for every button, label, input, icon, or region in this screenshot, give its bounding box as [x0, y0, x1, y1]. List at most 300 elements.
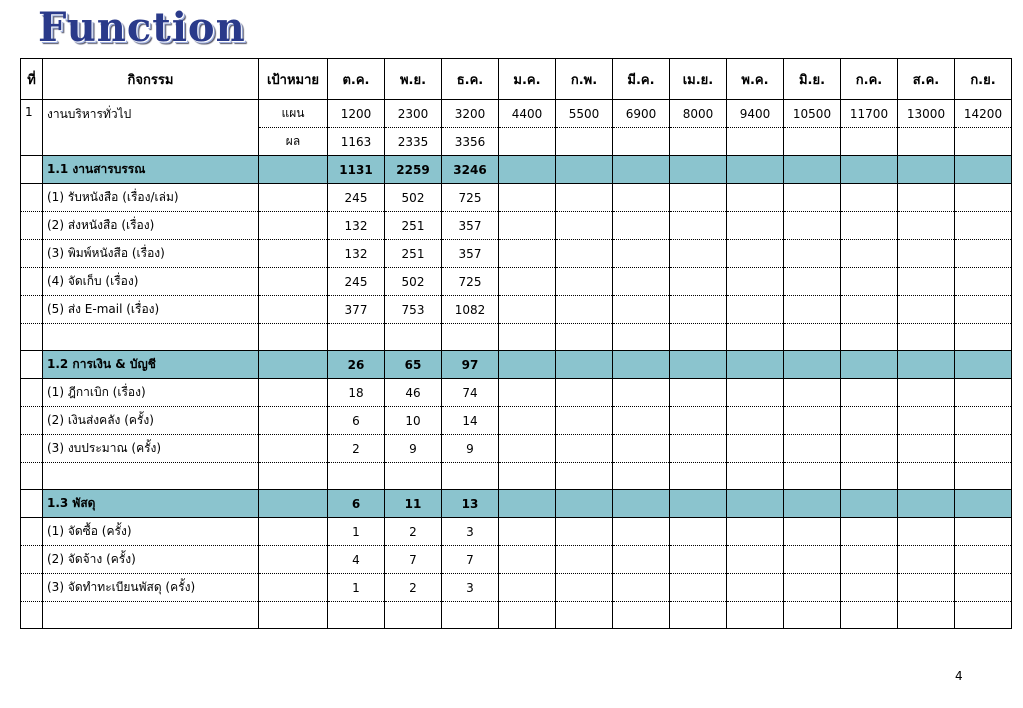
- row-number: [21, 296, 43, 324]
- item-value: [499, 296, 556, 324]
- item-value: [499, 435, 556, 463]
- page-title: Function: [38, 4, 246, 51]
- item-value: [670, 184, 727, 212]
- item-value: [613, 240, 670, 268]
- section-value: 65: [385, 351, 442, 379]
- item-value: [556, 268, 613, 296]
- header-cell: ก.ย.: [955, 59, 1012, 100]
- section-value: 13: [442, 490, 499, 518]
- item-value: [499, 184, 556, 212]
- item-value: [898, 518, 955, 546]
- header-cell: พ.ค.: [727, 59, 784, 100]
- item-value: [898, 268, 955, 296]
- item-value: [955, 212, 1012, 240]
- item-value: [670, 435, 727, 463]
- section-value: 11: [385, 490, 442, 518]
- target-cell: [259, 268, 328, 296]
- item-value: 357: [442, 240, 499, 268]
- header-cell: ม.ค.: [499, 59, 556, 100]
- empty-cell: [385, 463, 442, 490]
- section-value: [841, 490, 898, 518]
- item-value: [955, 240, 1012, 268]
- plan-label: แผน: [259, 100, 328, 128]
- plan-value: 10500: [784, 100, 841, 128]
- item-value: [784, 407, 841, 435]
- section-row: [21, 156, 1012, 184]
- item-value: [784, 268, 841, 296]
- item-value: [727, 212, 784, 240]
- item-value: [727, 379, 784, 407]
- item-value: 7: [442, 546, 499, 574]
- item-value: [784, 379, 841, 407]
- table-row: [21, 518, 1012, 546]
- section-value: [841, 156, 898, 184]
- target-cell: [259, 240, 328, 268]
- empty-cell: [43, 463, 259, 490]
- result-value: [613, 128, 670, 156]
- empty-cell: [955, 463, 1012, 490]
- section-value: [499, 490, 556, 518]
- empty-cell: [499, 602, 556, 629]
- item-value: 725: [442, 268, 499, 296]
- item-value: [670, 268, 727, 296]
- table-row: [21, 212, 1012, 240]
- item-value: [727, 184, 784, 212]
- item-value: [556, 518, 613, 546]
- table-row: [21, 379, 1012, 407]
- table-row: [21, 184, 1012, 212]
- empty-cell: [259, 324, 328, 351]
- target-cell: [259, 184, 328, 212]
- item-value: [727, 268, 784, 296]
- item-value: 10: [385, 407, 442, 435]
- item-value: [670, 574, 727, 602]
- empty-cell: [727, 463, 784, 490]
- item-value: [727, 518, 784, 546]
- item-value: [556, 574, 613, 602]
- item-value: [898, 407, 955, 435]
- item-name: (3) งบประมาณ (ครั้ง): [43, 435, 259, 463]
- section-value: [955, 351, 1012, 379]
- item-value: [613, 546, 670, 574]
- item-value: 132: [328, 212, 385, 240]
- section-value: [499, 351, 556, 379]
- item-value: [841, 546, 898, 574]
- item-value: [556, 296, 613, 324]
- empty-cell: [613, 602, 670, 629]
- result-value: 3356: [442, 128, 499, 156]
- item-name: (2) จัดจ้าง (ครั้ง): [43, 546, 259, 574]
- section-value: 1131: [328, 156, 385, 184]
- empty-cell: [784, 602, 841, 629]
- item-name: (3) พิมพ์หนังสือ (เรื่อง): [43, 240, 259, 268]
- section-value: [556, 351, 613, 379]
- blank-row: [21, 463, 1012, 490]
- item-value: [784, 184, 841, 212]
- item-value: [727, 546, 784, 574]
- plan-value: 11700: [841, 100, 898, 128]
- item-value: [955, 407, 1012, 435]
- result-value: [727, 128, 784, 156]
- activity-name: งานบริหารทั่วไป: [43, 100, 259, 156]
- section-value: [670, 156, 727, 184]
- item-value: 46: [385, 379, 442, 407]
- item-value: [841, 574, 898, 602]
- empty-cell: [43, 602, 259, 629]
- section-row: [21, 490, 1012, 518]
- empty-cell: [670, 602, 727, 629]
- item-value: [955, 518, 1012, 546]
- empty-cell: [670, 463, 727, 490]
- empty-cell: [385, 602, 442, 629]
- item-value: 9: [442, 435, 499, 463]
- result-value: [499, 128, 556, 156]
- item-value: 502: [385, 184, 442, 212]
- item-value: 245: [328, 268, 385, 296]
- empty-cell: [556, 463, 613, 490]
- header-cell: กิจกรรม: [43, 59, 259, 100]
- item-value: 2: [385, 518, 442, 546]
- item-value: [556, 379, 613, 407]
- item-value: 3: [442, 518, 499, 546]
- empty-cell: [259, 463, 328, 490]
- item-value: [841, 379, 898, 407]
- target-cell: [259, 546, 328, 574]
- row-number: [21, 435, 43, 463]
- row-number: [21, 546, 43, 574]
- empty-cell: [955, 324, 1012, 351]
- item-value: [613, 184, 670, 212]
- item-value: 7: [385, 546, 442, 574]
- section-value: [898, 156, 955, 184]
- table-row: [21, 296, 1012, 324]
- plan-value: 13000: [898, 100, 955, 128]
- item-value: [955, 184, 1012, 212]
- item-value: [727, 296, 784, 324]
- item-value: [841, 407, 898, 435]
- item-value: 1: [328, 518, 385, 546]
- item-value: [841, 184, 898, 212]
- row-number: [21, 351, 43, 379]
- section-value: [784, 490, 841, 518]
- item-value: 9: [385, 435, 442, 463]
- item-value: [670, 407, 727, 435]
- item-name: (3) จัดทำทะเบียนพัสดุ (ครั้ง): [43, 574, 259, 602]
- item-value: [898, 212, 955, 240]
- empty-cell: [613, 324, 670, 351]
- item-value: [670, 518, 727, 546]
- empty-cell: [727, 602, 784, 629]
- section-value: [613, 351, 670, 379]
- item-value: [898, 240, 955, 268]
- empty-cell: [784, 463, 841, 490]
- plan-value: 2300: [385, 100, 442, 128]
- result-label: ผล: [259, 128, 328, 156]
- empty-cell: [556, 324, 613, 351]
- item-value: 245: [328, 184, 385, 212]
- section-value: [613, 490, 670, 518]
- header-cell: มี.ค.: [613, 59, 670, 100]
- item-value: [727, 435, 784, 463]
- empty-cell: [328, 602, 385, 629]
- target-cell: [259, 351, 328, 379]
- empty-cell: [898, 463, 955, 490]
- row-number: [21, 518, 43, 546]
- empty-cell: [21, 602, 43, 629]
- empty-cell: [385, 324, 442, 351]
- item-value: 2: [328, 435, 385, 463]
- empty-cell: [727, 324, 784, 351]
- item-value: [898, 574, 955, 602]
- item-value: [499, 546, 556, 574]
- item-value: 2: [385, 574, 442, 602]
- empty-cell: [499, 463, 556, 490]
- item-value: [898, 184, 955, 212]
- item-value: [784, 546, 841, 574]
- target-cell: [259, 490, 328, 518]
- row-number: [21, 490, 43, 518]
- empty-cell: [898, 602, 955, 629]
- item-value: [556, 184, 613, 212]
- plan-value: 14200: [955, 100, 1012, 128]
- blank-row: [21, 602, 1012, 629]
- item-value: [784, 518, 841, 546]
- section-value: [955, 156, 1012, 184]
- item-name: (2) ส่งหนังสือ (เรื่อง): [43, 212, 259, 240]
- row-number: [21, 184, 43, 212]
- section-name: 1.1 งานสารบรรณ: [43, 156, 259, 184]
- item-value: [613, 518, 670, 546]
- item-value: [841, 240, 898, 268]
- target-cell: [259, 435, 328, 463]
- item-value: [613, 212, 670, 240]
- plan-value: 9400: [727, 100, 784, 128]
- item-value: 725: [442, 184, 499, 212]
- section-row: [21, 351, 1012, 379]
- item-value: [841, 435, 898, 463]
- item-value: [784, 296, 841, 324]
- plan-value: 8000: [670, 100, 727, 128]
- row-number: [21, 240, 43, 268]
- item-value: 251: [385, 240, 442, 268]
- section-value: [613, 156, 670, 184]
- target-cell: [259, 212, 328, 240]
- empty-cell: [499, 324, 556, 351]
- header-cell: พ.ย.: [385, 59, 442, 100]
- empty-cell: [442, 602, 499, 629]
- item-value: 502: [385, 268, 442, 296]
- item-value: [898, 379, 955, 407]
- section-value: [784, 351, 841, 379]
- item-value: 14: [442, 407, 499, 435]
- empty-cell: [784, 324, 841, 351]
- header-cell: เม.ย.: [670, 59, 727, 100]
- section-value: 3246: [442, 156, 499, 184]
- header-cell: ก.พ.: [556, 59, 613, 100]
- item-value: [727, 407, 784, 435]
- row-number: 1: [21, 100, 43, 156]
- plan-value: 1200: [328, 100, 385, 128]
- section-value: [556, 490, 613, 518]
- item-value: 4: [328, 546, 385, 574]
- table-row: [21, 435, 1012, 463]
- empty-cell: [442, 324, 499, 351]
- item-value: [955, 574, 1012, 602]
- item-value: [613, 379, 670, 407]
- blank-row: [21, 324, 1012, 351]
- item-value: [898, 435, 955, 463]
- item-value: [613, 407, 670, 435]
- empty-cell: [898, 324, 955, 351]
- item-value: [499, 379, 556, 407]
- result-value: 1163: [328, 128, 385, 156]
- item-value: 251: [385, 212, 442, 240]
- target-cell: [259, 407, 328, 435]
- row-number: [21, 156, 43, 184]
- table-row: [21, 407, 1012, 435]
- item-value: [499, 212, 556, 240]
- item-value: [556, 435, 613, 463]
- empty-cell: [43, 324, 259, 351]
- target-cell: [259, 518, 328, 546]
- section-value: 2259: [385, 156, 442, 184]
- item-value: [841, 268, 898, 296]
- item-value: [955, 296, 1012, 324]
- page-number: 4: [955, 669, 963, 683]
- header-cell: ที่: [21, 59, 43, 100]
- item-value: 74: [442, 379, 499, 407]
- item-value: [727, 574, 784, 602]
- header-row: [21, 59, 1012, 100]
- result-value: [898, 128, 955, 156]
- section-value: [727, 156, 784, 184]
- item-value: 3: [442, 574, 499, 602]
- header-cell: มิ.ย.: [784, 59, 841, 100]
- item-value: [784, 240, 841, 268]
- item-value: [499, 240, 556, 268]
- header-cell: เป้าหมาย: [259, 59, 328, 100]
- item-value: 753: [385, 296, 442, 324]
- header-cell: ธ.ค.: [442, 59, 499, 100]
- empty-cell: [442, 463, 499, 490]
- section-name: 1.2 การเงิน & บัญชี: [43, 351, 259, 379]
- item-value: [613, 435, 670, 463]
- table-row: [21, 546, 1012, 574]
- row-number: [21, 379, 43, 407]
- plan-value: 4400: [499, 100, 556, 128]
- item-value: [784, 212, 841, 240]
- item-value: [898, 546, 955, 574]
- item-value: [955, 379, 1012, 407]
- table-row-plan: [21, 100, 1012, 128]
- item-value: [499, 574, 556, 602]
- item-value: [613, 574, 670, 602]
- row-number: [21, 574, 43, 602]
- item-value: [784, 574, 841, 602]
- header-cell: ส.ค.: [898, 59, 955, 100]
- empty-cell: [841, 324, 898, 351]
- item-value: 1082: [442, 296, 499, 324]
- item-value: [898, 296, 955, 324]
- target-cell: [259, 296, 328, 324]
- empty-cell: [955, 602, 1012, 629]
- empty-cell: [259, 602, 328, 629]
- item-value: [613, 296, 670, 324]
- item-value: [499, 407, 556, 435]
- result-value: 2335: [385, 128, 442, 156]
- item-value: [955, 546, 1012, 574]
- item-value: [670, 212, 727, 240]
- section-value: [670, 351, 727, 379]
- item-value: [670, 379, 727, 407]
- empty-cell: [670, 324, 727, 351]
- item-value: 377: [328, 296, 385, 324]
- plan-value: 3200: [442, 100, 499, 128]
- empty-cell: [613, 463, 670, 490]
- result-value: [841, 128, 898, 156]
- empty-cell: [21, 463, 43, 490]
- item-value: 6: [328, 407, 385, 435]
- item-name: (1) ฎีกาเบิก (เรื่อง): [43, 379, 259, 407]
- result-value: [670, 128, 727, 156]
- section-value: [670, 490, 727, 518]
- section-name: 1.3 พัสดุ: [43, 490, 259, 518]
- section-value: [841, 351, 898, 379]
- result-value: [556, 128, 613, 156]
- item-value: [499, 518, 556, 546]
- plan-value: 6900: [613, 100, 670, 128]
- empty-cell: [328, 463, 385, 490]
- item-value: [499, 268, 556, 296]
- table-row: [21, 574, 1012, 602]
- section-value: 26: [328, 351, 385, 379]
- item-value: [784, 435, 841, 463]
- item-name: (1) รับหนังสือ (เรื่อง/เล่ม): [43, 184, 259, 212]
- section-value: [556, 156, 613, 184]
- result-value: [784, 128, 841, 156]
- header-cell: ก.ค.: [841, 59, 898, 100]
- item-value: [727, 240, 784, 268]
- target-cell: [259, 156, 328, 184]
- target-cell: [259, 379, 328, 407]
- item-value: [670, 546, 727, 574]
- empty-cell: [328, 324, 385, 351]
- item-value: [670, 296, 727, 324]
- row-number: [21, 268, 43, 296]
- header-cell: ต.ค.: [328, 59, 385, 100]
- item-value: [955, 268, 1012, 296]
- section-value: 6: [328, 490, 385, 518]
- section-value: [727, 351, 784, 379]
- section-value: [727, 490, 784, 518]
- plan-value: 5500: [556, 100, 613, 128]
- item-name: (2) เงินส่งคลัง (ครั้ง): [43, 407, 259, 435]
- item-value: [841, 518, 898, 546]
- empty-cell: [841, 463, 898, 490]
- item-value: 357: [442, 212, 499, 240]
- section-value: [784, 156, 841, 184]
- target-cell: [259, 574, 328, 602]
- table-row: [21, 268, 1012, 296]
- item-value: [556, 407, 613, 435]
- item-value: [841, 212, 898, 240]
- item-value: [613, 268, 670, 296]
- row-number: [21, 407, 43, 435]
- item-value: [955, 435, 1012, 463]
- item-name: (5) ส่ง E-mail (เรื่อง): [43, 296, 259, 324]
- section-value: [499, 156, 556, 184]
- item-name: (4) จัดเก็บ (เรื่อง): [43, 268, 259, 296]
